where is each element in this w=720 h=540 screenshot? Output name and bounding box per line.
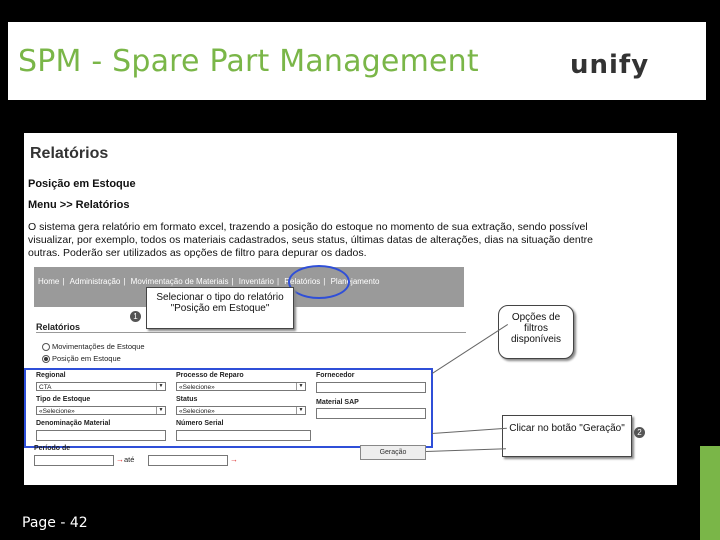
highlight-circle [288, 265, 350, 299]
period-to-input[interactable] [148, 455, 228, 466]
arrow-right-icon: → [230, 455, 238, 464]
repair-process-select[interactable] [176, 382, 306, 391]
subtitle: Posição em Estoque [28, 178, 136, 190]
material-name-label: Denominação Material [36, 420, 111, 427]
period-from-input[interactable] [34, 455, 114, 466]
status-value: «Selecione» [179, 408, 215, 415]
radio-movements-label: Movimentações de Estoque [52, 342, 145, 351]
chevron-down-icon: ▼ [156, 383, 165, 390]
page-number: Page - 42 [22, 515, 88, 531]
callout-click-generate-text: Clicar no botão "Geração" [509, 423, 625, 434]
connector-line [432, 428, 507, 434]
step-badge-1: 1 [130, 311, 141, 322]
callout-click-generate [502, 415, 632, 457]
serial-input[interactable] [176, 430, 311, 441]
nav-bar: Home | Administração | Movimentação de Materiais | Inventário | Relatórios | Planejamento [34, 267, 464, 307]
sap-material-input[interactable] [316, 408, 426, 419]
regional-label: Regional [36, 372, 66, 379]
reports-label: Relatórios [36, 322, 81, 332]
regional-select[interactable] [36, 382, 166, 391]
serial-label: Número Serial [176, 420, 224, 427]
step-badge-2: 2 [634, 427, 645, 438]
connector-line [426, 448, 506, 452]
status-label: Status [176, 396, 198, 403]
accent-bar [700, 446, 720, 540]
period-to-label: até [124, 455, 135, 464]
callout-select-report-text: Selecionar o tipo do relatório "Posição em Estoque" [156, 292, 284, 314]
nav-item-administracao[interactable]: Administração [69, 277, 121, 286]
arrow-right-icon: → [116, 455, 124, 464]
nav-item-relatorios[interactable]: Relatórios [284, 277, 321, 286]
radio-movements[interactable] [42, 343, 50, 351]
stock-type-value: «Selecione» [39, 408, 75, 415]
stock-type-select[interactable] [36, 406, 166, 415]
stock-type-label: Tipo de Estoque [36, 396, 91, 403]
reports-divider [36, 332, 466, 333]
chevron-down-icon: ▼ [296, 407, 305, 414]
callout-filter-options [498, 305, 574, 359]
nav-item-home[interactable]: Home [38, 277, 60, 286]
sap-material-label: Material SAP [316, 399, 359, 406]
regional-value: CTA [39, 384, 52, 391]
filter-box [24, 368, 433, 448]
slide-header [8, 22, 706, 100]
nav-item-movimentacao[interactable]: Movimentação de Materiais [130, 277, 229, 286]
callout-filter-options-text: Opções de filtros disponíveis [510, 312, 562, 345]
breadcrumb: Menu >> Relatórios [28, 199, 130, 211]
nav-item-planejamento[interactable]: Planejamento [330, 277, 380, 286]
logo-text: unify [570, 50, 650, 80]
material-name-input[interactable] [36, 430, 166, 441]
unify-logo [570, 50, 680, 78]
screenshot-panel [24, 133, 677, 485]
supplier-label: Fornecedor [316, 372, 355, 379]
supplier-input[interactable] [316, 382, 426, 393]
slide-title: SPM - Spare Part Management [18, 44, 479, 79]
radio-position[interactable] [42, 355, 50, 363]
repair-process-value: «Selecione» [179, 384, 215, 391]
chevron-down-icon: ▼ [156, 407, 165, 414]
callout-select-report [146, 287, 294, 329]
nav-item-inventario[interactable]: Inventário [238, 277, 274, 286]
description-text: O sistema gera relatório em formato excel, trazendo a posição do estoque no momento de sua extração, sendo possível visualizar, por exemplo, todos os materiais cadastrados, seus status, últimas datas de alterações, dias na situação dentre outras. Poderão ser utilizados as opções de filtro para depurar os dados. [28, 221, 593, 259]
generate-button[interactable]: Geração [360, 445, 426, 460]
section-title: Relatórios [30, 145, 109, 162]
period-label: Período de [34, 445, 71, 452]
radio-position-label: Posição em Estoque [52, 354, 121, 363]
repair-process-label: Processo de Reparo [176, 372, 244, 379]
chevron-down-icon: ▼ [296, 383, 305, 390]
status-select[interactable] [176, 406, 306, 415]
